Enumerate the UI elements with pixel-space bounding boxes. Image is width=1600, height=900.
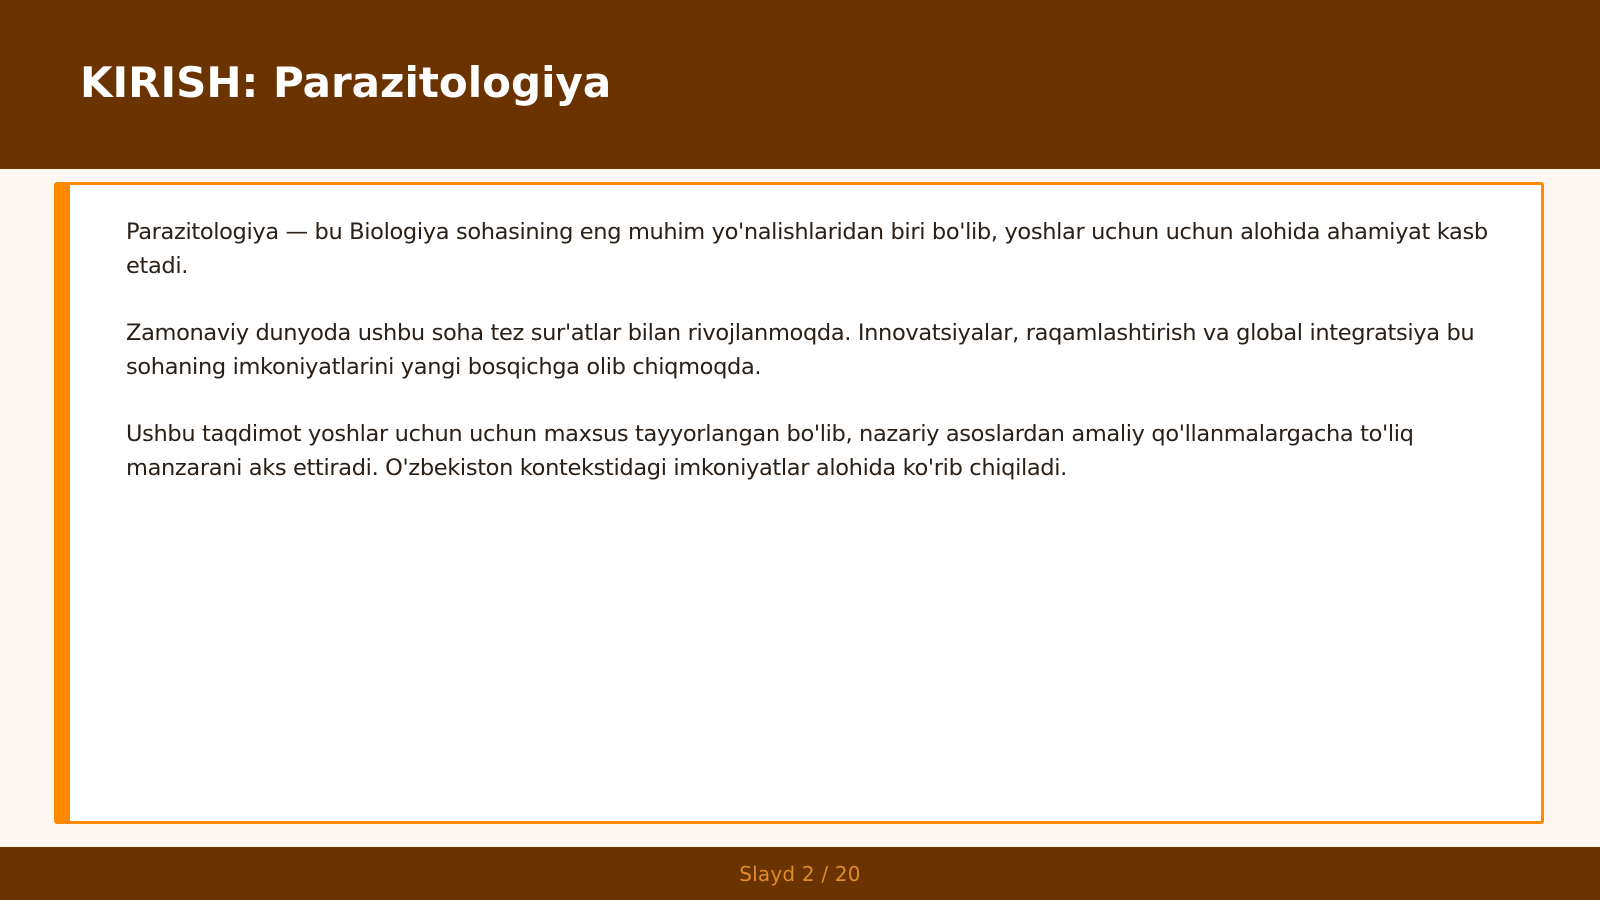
slide-title: KIRISH: Parazitologiya xyxy=(80,58,612,107)
intro-paragraph: Parazitologiya — bu Biologiya sohasining eng muhim yo'nalishlaridan biri bo'lib, yoshlar uchun uchun alohida ahamiyat kasb etadi. xyxy=(126,219,1488,279)
presentation-purpose-paragraph: Ushbu taqdimot yoshlar uchun uchun maxsus tayyorlangan bo'lib, nazariy asoslardan amaliy qo'llanmalargacha to'liq manzarani aks ettiradi. O'zbekiston kontekstidagi imkoniyatlar alohida ko'rib chiqiladi. xyxy=(126,421,1414,481)
slide-counter: Slayd 2 / 20 xyxy=(739,861,861,886)
development-paragraph: Zamonaviy dunyoda ushbu soha tez sur'atlar bilan rivojlanmoqda. Innovatsiyalar, raqamlashtirish va global integratsiya bu sohaning imkoniyatlarini yangi bosqichga olib chiqmoqda. xyxy=(126,320,1475,380)
content-text xyxy=(126,215,1516,518)
content-panel xyxy=(54,182,1544,824)
slide-footer xyxy=(0,847,1600,900)
slide-header xyxy=(0,0,1600,169)
